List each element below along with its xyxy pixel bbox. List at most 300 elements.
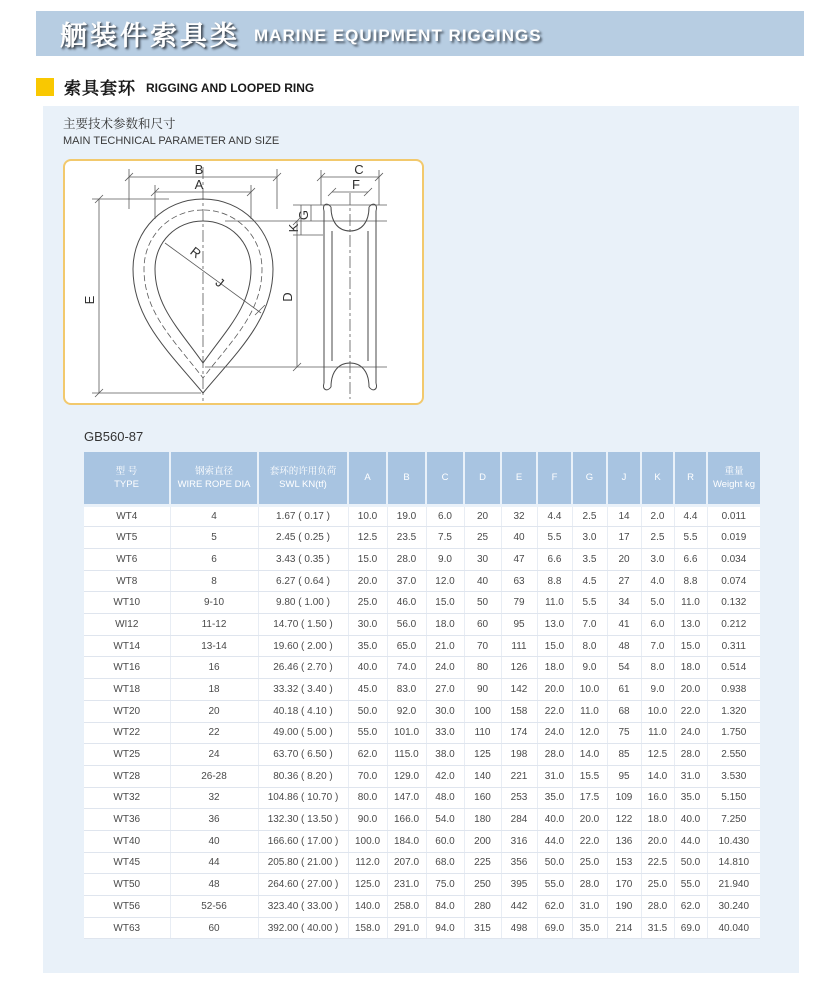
table-cell: 214 bbox=[607, 917, 641, 939]
table-cell: 2.550 bbox=[707, 744, 760, 766]
table-cell: 4 bbox=[170, 505, 258, 527]
table-cell: 126 bbox=[501, 657, 537, 679]
table-cell: 122 bbox=[607, 809, 641, 831]
table-cell: WT45 bbox=[84, 852, 170, 874]
table-cell: 14.0 bbox=[641, 765, 674, 787]
dim-label-E: E bbox=[82, 295, 97, 305]
table-cell: 25 bbox=[464, 527, 501, 549]
table-cell: 62.0 bbox=[348, 744, 387, 766]
table-cell: 54.0 bbox=[426, 809, 464, 831]
table-cell: 140.0 bbox=[348, 896, 387, 918]
table-cell: 207.0 bbox=[387, 852, 426, 874]
table-cell: 21.940 bbox=[707, 874, 760, 896]
table-cell: 17.5 bbox=[572, 787, 607, 809]
table-cell: 6.27 ( 0.64 ) bbox=[258, 570, 348, 592]
section-title-en: RIGGING AND LOOPED RING bbox=[146, 81, 315, 95]
column-header: 钢索直径 WIRE ROPE DIA bbox=[170, 452, 258, 505]
table-cell: 69.0 bbox=[674, 917, 707, 939]
table-cell: 13.0 bbox=[674, 614, 707, 636]
table-cell: 190 bbox=[607, 896, 641, 918]
table-cell: 0.074 bbox=[707, 570, 760, 592]
table-cell: 3.530 bbox=[707, 765, 760, 787]
column-header: 型 号 TYPE bbox=[84, 452, 170, 505]
table-cell: 22.0 bbox=[572, 830, 607, 852]
table-row bbox=[84, 896, 760, 918]
standard-code: GB560-87 bbox=[84, 429, 144, 445]
table-cell: 60.0 bbox=[426, 830, 464, 852]
table-cell: WT40 bbox=[84, 830, 170, 852]
table-cell: 158.0 bbox=[348, 917, 387, 939]
table-cell: 69.0 bbox=[537, 917, 572, 939]
table-cell: WI12 bbox=[84, 614, 170, 636]
table-cell: 14.810 bbox=[707, 852, 760, 874]
table-cell: 160 bbox=[464, 787, 501, 809]
table-cell: 85 bbox=[607, 744, 641, 766]
table-cell: 170 bbox=[607, 874, 641, 896]
table-cell: 42.0 bbox=[426, 765, 464, 787]
table-cell: 48.0 bbox=[426, 787, 464, 809]
table-cell: 24.0 bbox=[426, 657, 464, 679]
column-header: R bbox=[674, 452, 707, 505]
table-cell: 68 bbox=[607, 700, 641, 722]
table-cell: 7.0 bbox=[641, 635, 674, 657]
column-header: 重量 Weight kg bbox=[707, 452, 760, 505]
table-cell: 284 bbox=[501, 809, 537, 831]
table-cell: WT32 bbox=[84, 787, 170, 809]
table-cell: 11.0 bbox=[674, 592, 707, 614]
table-cell: 9.0 bbox=[426, 549, 464, 571]
table-cell: 2.5 bbox=[641, 527, 674, 549]
table-cell: 125.0 bbox=[348, 874, 387, 896]
dim-label-C: C bbox=[354, 162, 364, 178]
table-cell: 15.0 bbox=[674, 635, 707, 657]
table-cell: 20 bbox=[607, 549, 641, 571]
table-cell: 8.0 bbox=[641, 657, 674, 679]
table-row bbox=[84, 570, 760, 592]
table-row bbox=[84, 657, 760, 679]
table-cell: WT14 bbox=[84, 635, 170, 657]
table-cell: 253 bbox=[501, 787, 537, 809]
table-cell: 47 bbox=[501, 549, 537, 571]
table-cell: 33.0 bbox=[426, 722, 464, 744]
table-cell: 35.0 bbox=[572, 917, 607, 939]
table-cell: WT18 bbox=[84, 679, 170, 701]
table-cell: 14 bbox=[607, 505, 641, 527]
table-cell: 56.0 bbox=[387, 614, 426, 636]
table-cell: 18 bbox=[170, 679, 258, 701]
table-cell: 442 bbox=[501, 896, 537, 918]
table-row bbox=[84, 527, 760, 549]
table-cell: 11.0 bbox=[537, 592, 572, 614]
dim-label-D: D bbox=[280, 292, 295, 302]
table-cell: 115.0 bbox=[387, 744, 426, 766]
table-cell: 100.0 bbox=[348, 830, 387, 852]
table-cell: 50.0 bbox=[348, 700, 387, 722]
table-cell: 18.0 bbox=[537, 657, 572, 679]
table-cell: 55.0 bbox=[674, 874, 707, 896]
table-cell: 40.0 bbox=[674, 809, 707, 831]
table-cell: 153 bbox=[607, 852, 641, 874]
table-cell: 15.0 bbox=[537, 635, 572, 657]
table-cell: 50.0 bbox=[537, 852, 572, 874]
table-cell: 20.0 bbox=[537, 679, 572, 701]
table-cell: 20.0 bbox=[572, 809, 607, 831]
table-cell: 392.00 ( 40.00 ) bbox=[258, 917, 348, 939]
table-cell: 31.0 bbox=[537, 765, 572, 787]
table-cell: 7.5 bbox=[426, 527, 464, 549]
table-cell: 2.45 ( 0.25 ) bbox=[258, 527, 348, 549]
thimble-diagram-svg bbox=[65, 161, 422, 403]
table-cell: 147.0 bbox=[387, 787, 426, 809]
table-cell: 13.0 bbox=[537, 614, 572, 636]
table-row bbox=[84, 917, 760, 939]
table-row bbox=[84, 787, 760, 809]
dim-label-J: J bbox=[212, 274, 227, 291]
table-cell: 7.0 bbox=[572, 614, 607, 636]
table-cell: 74.0 bbox=[387, 657, 426, 679]
table-cell: 19.0 bbox=[387, 505, 426, 527]
table-cell: 48 bbox=[170, 874, 258, 896]
params-title-zh: 主要技术参数和尺寸 bbox=[63, 117, 176, 131]
table-cell: 83.0 bbox=[387, 679, 426, 701]
page-banner bbox=[36, 11, 804, 56]
table-cell: 15.0 bbox=[426, 592, 464, 614]
table-cell: 36 bbox=[170, 809, 258, 831]
table-cell: WT6 bbox=[84, 549, 170, 571]
table-cell: 80.36 ( 8.20 ) bbox=[258, 765, 348, 787]
table-cell: 31.0 bbox=[674, 765, 707, 787]
table-cell: 15.5 bbox=[572, 765, 607, 787]
table-cell: 52-56 bbox=[170, 896, 258, 918]
table-cell: 1.320 bbox=[707, 700, 760, 722]
table-cell: WT16 bbox=[84, 657, 170, 679]
table-cell: 323.40 ( 33.00 ) bbox=[258, 896, 348, 918]
table-row bbox=[84, 505, 760, 527]
table-cell: 16.0 bbox=[641, 787, 674, 809]
table-cell: 79 bbox=[501, 592, 537, 614]
table-cell: 70 bbox=[464, 635, 501, 657]
table-cell: WT22 bbox=[84, 722, 170, 744]
table-cell: 75 bbox=[607, 722, 641, 744]
table-cell: 50 bbox=[464, 592, 501, 614]
table-cell: 90.0 bbox=[348, 809, 387, 831]
table-row bbox=[84, 744, 760, 766]
table-cell: 40.0 bbox=[348, 657, 387, 679]
table-cell: 110 bbox=[464, 722, 501, 744]
table-cell: 9.80 ( 1.00 ) bbox=[258, 592, 348, 614]
table-cell: 95 bbox=[607, 765, 641, 787]
table-cell: 30.240 bbox=[707, 896, 760, 918]
table-cell: 0.311 bbox=[707, 635, 760, 657]
table-cell: 34 bbox=[607, 592, 641, 614]
table-cell: 16 bbox=[170, 657, 258, 679]
table-row bbox=[84, 700, 760, 722]
table-cell: 184.0 bbox=[387, 830, 426, 852]
table-cell: 24.0 bbox=[537, 722, 572, 744]
table-cell: 20.0 bbox=[641, 830, 674, 852]
column-header: A bbox=[348, 452, 387, 505]
table-row bbox=[84, 830, 760, 852]
dim-label-F: F bbox=[352, 177, 360, 193]
table-cell: 28.0 bbox=[674, 744, 707, 766]
table-cell: 291.0 bbox=[387, 917, 426, 939]
table-cell: 49.00 ( 5.00 ) bbox=[258, 722, 348, 744]
table-cell: 231.0 bbox=[387, 874, 426, 896]
column-header: C bbox=[426, 452, 464, 505]
table-cell: 3.0 bbox=[572, 527, 607, 549]
table-row bbox=[84, 614, 760, 636]
table-cell: 3.43 ( 0.35 ) bbox=[258, 549, 348, 571]
table-cell: 40 bbox=[501, 527, 537, 549]
table-cell: 3.5 bbox=[572, 549, 607, 571]
table-cell: 315 bbox=[464, 917, 501, 939]
table-cell: 62.0 bbox=[674, 896, 707, 918]
table-cell: 80 bbox=[464, 657, 501, 679]
table-cell: 2.5 bbox=[572, 505, 607, 527]
table-cell: WT4 bbox=[84, 505, 170, 527]
table-cell: 19.60 ( 2.00 ) bbox=[258, 635, 348, 657]
table-cell: 6.0 bbox=[426, 505, 464, 527]
table-cell: 20 bbox=[464, 505, 501, 527]
table-cell: 40.18 ( 4.10 ) bbox=[258, 700, 348, 722]
table-cell: 136 bbox=[607, 830, 641, 852]
dim-label-B: B bbox=[194, 162, 204, 178]
table-cell: 11.0 bbox=[641, 722, 674, 744]
table-cell: 28.0 bbox=[641, 896, 674, 918]
table-cell: 40.040 bbox=[707, 917, 760, 939]
table-cell: 316 bbox=[501, 830, 537, 852]
column-header: B bbox=[387, 452, 426, 505]
table-cell: 140 bbox=[464, 765, 501, 787]
table-cell: 14.70 ( 1.50 ) bbox=[258, 614, 348, 636]
table-cell: 35.0 bbox=[537, 787, 572, 809]
table-cell: 20.0 bbox=[348, 570, 387, 592]
dim-label-G: G bbox=[296, 210, 311, 221]
dim-label-K: K bbox=[286, 223, 301, 233]
table-cell: 395 bbox=[501, 874, 537, 896]
table-cell: 5.5 bbox=[674, 527, 707, 549]
table-cell: 8.8 bbox=[537, 570, 572, 592]
table-cell: 9.0 bbox=[572, 657, 607, 679]
table-cell: 25.0 bbox=[572, 852, 607, 874]
table-cell: 125 bbox=[464, 744, 501, 766]
table-cell: 264.60 ( 27.00 ) bbox=[258, 874, 348, 896]
table-row bbox=[84, 635, 760, 657]
table-cell: 5.5 bbox=[572, 592, 607, 614]
table-cell: 8.8 bbox=[674, 570, 707, 592]
table-cell: 25.0 bbox=[641, 874, 674, 896]
table-cell: 0.132 bbox=[707, 592, 760, 614]
table-cell: 10.0 bbox=[348, 505, 387, 527]
section-title-zh: 索具套环 bbox=[64, 79, 136, 98]
table-cell: 0.034 bbox=[707, 549, 760, 571]
table-cell: 200 bbox=[464, 830, 501, 852]
table-cell: 31.0 bbox=[572, 896, 607, 918]
table-cell: 44.0 bbox=[537, 830, 572, 852]
table-cell: 0.938 bbox=[707, 679, 760, 701]
table-cell: 0.019 bbox=[707, 527, 760, 549]
spec-table bbox=[84, 452, 760, 939]
table-cell: 6.6 bbox=[674, 549, 707, 571]
table-row bbox=[84, 679, 760, 701]
table-cell: 8.0 bbox=[572, 635, 607, 657]
table-cell: 4.0 bbox=[641, 570, 674, 592]
table-cell: 258.0 bbox=[387, 896, 426, 918]
table-cell: 54 bbox=[607, 657, 641, 679]
table-cell: 75.0 bbox=[426, 874, 464, 896]
table-cell: 63 bbox=[501, 570, 537, 592]
table-cell: 27 bbox=[607, 570, 641, 592]
table-row bbox=[84, 874, 760, 896]
table-cell: 38.0 bbox=[426, 744, 464, 766]
table-cell: 35.0 bbox=[348, 635, 387, 657]
table-cell: 92.0 bbox=[387, 700, 426, 722]
table-cell: 6 bbox=[170, 549, 258, 571]
table-cell: 30 bbox=[464, 549, 501, 571]
table-cell: 11.0 bbox=[572, 700, 607, 722]
table-cell: 1.67 ( 0.17 ) bbox=[258, 505, 348, 527]
table-cell: WT20 bbox=[84, 700, 170, 722]
column-header: K bbox=[641, 452, 674, 505]
table-cell: 198 bbox=[501, 744, 537, 766]
table-cell: 55.0 bbox=[348, 722, 387, 744]
table-cell: 12.0 bbox=[426, 570, 464, 592]
table-cell: 25.0 bbox=[348, 592, 387, 614]
table-cell: 129.0 bbox=[387, 765, 426, 787]
table-cell: 6.0 bbox=[641, 614, 674, 636]
table-cell: 40.0 bbox=[537, 809, 572, 831]
table-cell: 109 bbox=[607, 787, 641, 809]
table-cell: 225 bbox=[464, 852, 501, 874]
table-cell: 174 bbox=[501, 722, 537, 744]
table-cell: 111 bbox=[501, 635, 537, 657]
table-cell: 45.0 bbox=[348, 679, 387, 701]
table-cell: 18.0 bbox=[426, 614, 464, 636]
table-cell: 61 bbox=[607, 679, 641, 701]
table-cell: 18.0 bbox=[674, 657, 707, 679]
table-cell: 12.5 bbox=[641, 744, 674, 766]
table-cell: 101.0 bbox=[387, 722, 426, 744]
table-cell: 5.5 bbox=[537, 527, 572, 549]
table-cell: 32 bbox=[170, 787, 258, 809]
table-cell: 90 bbox=[464, 679, 501, 701]
banner-title-en: MARINE EQUIPMENT RIGGINGS bbox=[254, 25, 542, 45]
table-row bbox=[84, 549, 760, 571]
table-cell: 0.514 bbox=[707, 657, 760, 679]
table-cell: 166.0 bbox=[387, 809, 426, 831]
table-cell: 10.0 bbox=[572, 679, 607, 701]
table-cell: 7.250 bbox=[707, 809, 760, 831]
table-cell: 112.0 bbox=[348, 852, 387, 874]
table-cell: 100 bbox=[464, 700, 501, 722]
table-cell: 84.0 bbox=[426, 896, 464, 918]
column-header: J bbox=[607, 452, 641, 505]
content-panel bbox=[43, 106, 799, 973]
table-cell: 32 bbox=[501, 505, 537, 527]
table-cell: 280 bbox=[464, 896, 501, 918]
table-cell: 4.4 bbox=[674, 505, 707, 527]
table-cell: 12.5 bbox=[348, 527, 387, 549]
table-cell: 24 bbox=[170, 744, 258, 766]
table-cell: 12.0 bbox=[572, 722, 607, 744]
table-cell: 60 bbox=[464, 614, 501, 636]
table-cell: 20 bbox=[170, 700, 258, 722]
column-header: D bbox=[464, 452, 501, 505]
column-header: F bbox=[537, 452, 572, 505]
table-row bbox=[84, 765, 760, 787]
table-cell: 27.0 bbox=[426, 679, 464, 701]
table-cell: WT8 bbox=[84, 570, 170, 592]
table-cell: 22.0 bbox=[537, 700, 572, 722]
table-cell: 1.750 bbox=[707, 722, 760, 744]
table-cell: 26-28 bbox=[170, 765, 258, 787]
params-title-en: MAIN TECHNICAL PARAMETER AND SIZE bbox=[63, 134, 280, 147]
table-cell: 250 bbox=[464, 874, 501, 896]
table-cell: 70.0 bbox=[348, 765, 387, 787]
table-cell: WT5 bbox=[84, 527, 170, 549]
table-cell: 0.212 bbox=[707, 614, 760, 636]
table-cell: WT36 bbox=[84, 809, 170, 831]
table-cell: 15.0 bbox=[348, 549, 387, 571]
table-cell: 26.46 ( 2.70 ) bbox=[258, 657, 348, 679]
table-cell: 356 bbox=[501, 852, 537, 874]
table-cell: 55.0 bbox=[537, 874, 572, 896]
table-cell: 50.0 bbox=[674, 852, 707, 874]
table-cell: 13-14 bbox=[170, 635, 258, 657]
table-cell: 166.60 ( 17.00 ) bbox=[258, 830, 348, 852]
table-row bbox=[84, 592, 760, 614]
table-cell: WT63 bbox=[84, 917, 170, 939]
table-cell: 104.86 ( 10.70 ) bbox=[258, 787, 348, 809]
table-cell: WT50 bbox=[84, 874, 170, 896]
table-cell: 0.011 bbox=[707, 505, 760, 527]
banner-title-zh: 舾装件索具类 bbox=[60, 21, 240, 51]
section-heading bbox=[36, 74, 314, 99]
column-header: 套环的许用负荷 SWL KN(tf) bbox=[258, 452, 348, 505]
table-cell: WT10 bbox=[84, 592, 170, 614]
table-cell: WT56 bbox=[84, 896, 170, 918]
dim-label-A: A bbox=[194, 177, 204, 193]
table-cell: 40 bbox=[170, 830, 258, 852]
table-cell: 80.0 bbox=[348, 787, 387, 809]
header-row bbox=[84, 452, 760, 505]
table-cell: 8 bbox=[170, 570, 258, 592]
table-cell: 22.0 bbox=[674, 700, 707, 722]
table-row bbox=[84, 722, 760, 744]
dim-label-R: R bbox=[187, 243, 205, 262]
yellow-bullet-icon bbox=[36, 78, 54, 96]
table-cell: 498 bbox=[501, 917, 537, 939]
table-cell: 20.0 bbox=[674, 679, 707, 701]
table-cell: 40 bbox=[464, 570, 501, 592]
table-row bbox=[84, 809, 760, 831]
table-cell: 24.0 bbox=[674, 722, 707, 744]
table-cell: 21.0 bbox=[426, 635, 464, 657]
table-cell: 41 bbox=[607, 614, 641, 636]
table-cell: 22.5 bbox=[641, 852, 674, 874]
table-cell: 11-12 bbox=[170, 614, 258, 636]
table-cell: 62.0 bbox=[537, 896, 572, 918]
table-cell: 46.0 bbox=[387, 592, 426, 614]
table-cell: 9-10 bbox=[170, 592, 258, 614]
table-cell: 142 bbox=[501, 679, 537, 701]
table-cell: 68.0 bbox=[426, 852, 464, 874]
table-cell: WT25 bbox=[84, 744, 170, 766]
table-cell: 48 bbox=[607, 635, 641, 657]
table-cell: 3.0 bbox=[641, 549, 674, 571]
column-header: G bbox=[572, 452, 607, 505]
table-row bbox=[84, 852, 760, 874]
